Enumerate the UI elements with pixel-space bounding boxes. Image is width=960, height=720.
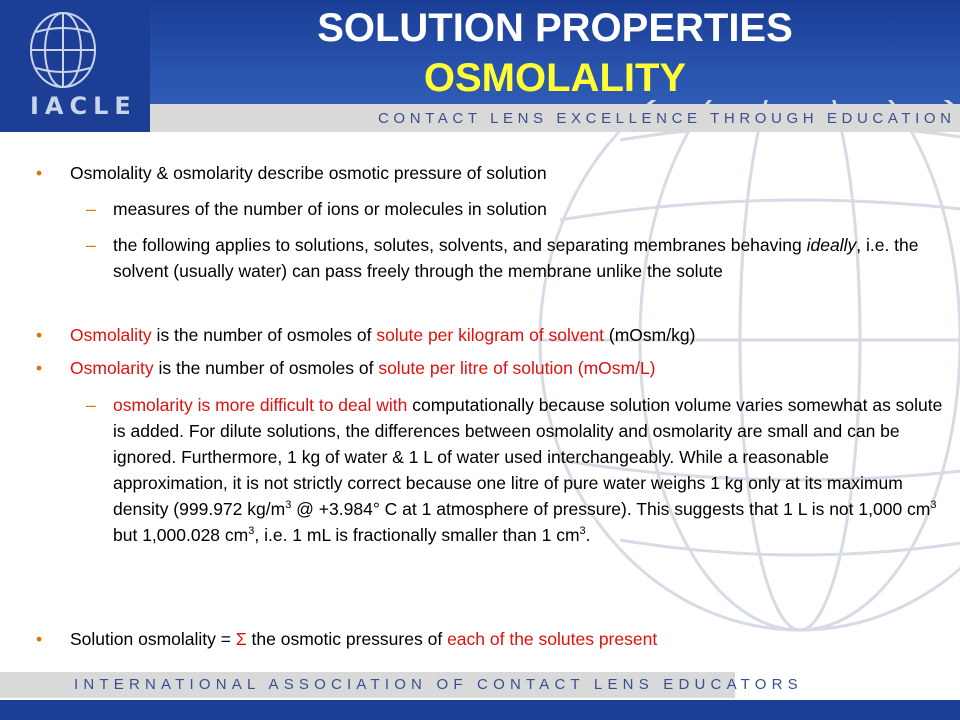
bullet-marker: • [36, 629, 43, 649]
page-subtitle: OSMOLALITY [423, 56, 687, 100]
text-run: is the number of osmoles of [153, 358, 379, 378]
sigma-symbol: Σ [235, 629, 247, 649]
bullet-marker: • [36, 163, 43, 183]
text-run: , i.e. 1 mL is fractionally smaller than 1 cm [254, 525, 580, 545]
text-run: . [585, 525, 591, 545]
bullet-1-sub-1: measures of the number of ions or molecules in solution [113, 199, 547, 219]
bullet-1-sub-2 [113, 232, 943, 284]
text-run: the following applies to solutions, solutes, solvents, and separating membranes behaving [113, 235, 807, 255]
highlight-text: osmolarity is more difficult to deal with [113, 395, 408, 415]
superscript: 3 [248, 525, 255, 538]
text-run: Solution osmolality = [70, 629, 236, 649]
text-run: computationally because solution volume varies somewhat as solute is added. For dilute solutions, the differences between osmolality and osmolarity are small and can be ignored. Furthermore, 1 kg of water & 1 L of water used interchangeably. While a reasonable approximation, it is not strictly correct because one litre of pure water weighs 1 kg only at its maximum density (999.972 kg/m [113, 395, 943, 519]
bullet-3-sub-1 [113, 392, 943, 548]
page-title: SOLUTION PROPERTIES [317, 6, 793, 50]
superscript: 3 [930, 499, 937, 512]
text-run: (mOsm/kg) [604, 325, 696, 345]
footer-bar [0, 700, 960, 720]
highlight-text: solute per litre of solution (mOsm/L) [378, 358, 656, 378]
text-run: but 1,000.028 cm [113, 525, 249, 545]
text-run: , i.e. the solvent (usually water) can pass freely through the membrane unlike the solute [113, 235, 919, 281]
text-run: the osmotic pressures of [246, 629, 448, 649]
text-run-italic: ideally [806, 235, 857, 255]
footer-text: INTERNATIONAL ASSOCIATION OF CONTACT LENS EDUCATORS [74, 676, 803, 693]
highlight-text: solute per kilogram of solvent [376, 325, 605, 345]
highlight-term: Osmolarity [70, 358, 154, 378]
superscript: 3 [579, 525, 586, 538]
bullet-2 [70, 322, 940, 348]
globe-icon [28, 10, 98, 90]
bullet-1: Osmolality & osmolarity describe osmotic pressure of solution [70, 163, 547, 183]
bullet-marker: • [36, 325, 43, 345]
text-run: is the number of osmoles of [151, 325, 377, 345]
dash-marker: – [86, 235, 96, 255]
dash-marker: – [86, 395, 96, 415]
logo-text: IACLE [30, 92, 137, 120]
highlight-term: Osmolality [70, 325, 152, 345]
text-run: @ +3.984° C at 1 atmosphere of pressure). This suggests that 1 L is not 1,000 cm [291, 499, 931, 519]
bullet-3 [70, 355, 940, 381]
superscript: 3 [285, 499, 292, 512]
bullet-4 [70, 626, 940, 652]
dash-marker: – [86, 199, 96, 219]
tagline: CONTACT LENS EXCELLENCE THROUGH EDUCATION [378, 110, 956, 127]
bullet-marker: • [36, 358, 43, 378]
highlight-text: each of the solutes present [447, 629, 658, 649]
